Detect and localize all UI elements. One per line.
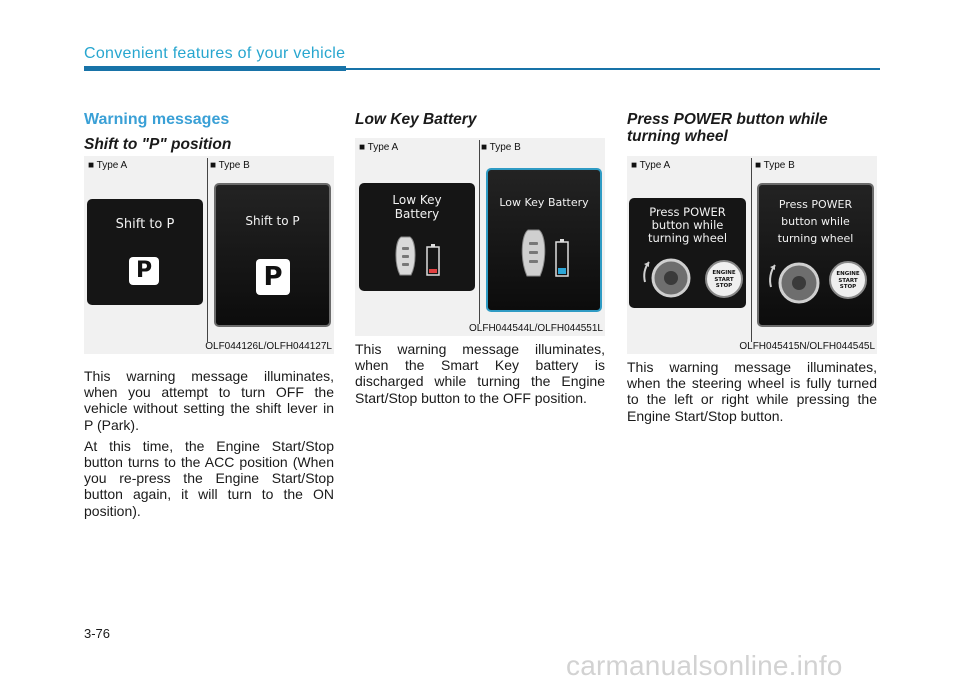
display-line: Low Key	[392, 193, 442, 207]
display-message	[759, 196, 872, 247]
item-title-press-power: Press POWER button while turning wheel	[627, 111, 828, 145]
engine-start-stop-button-icon	[705, 260, 743, 298]
display-type-a	[359, 183, 475, 291]
button-label: ENGINE	[836, 271, 860, 277]
figure-code: OLFH044544L/OLFH044551L	[469, 323, 603, 334]
paragraph: At this time, the Engine Start/Stop button turns to the ACC position (When you re-press the Engine Start/Stop button again, it will turn to the ON position).	[84, 437, 334, 519]
button-label: STOP	[715, 283, 733, 289]
display-type-a	[87, 199, 203, 305]
figure-code: OLFH045415N/OLFH044545L	[739, 341, 875, 352]
display-type-b	[214, 183, 331, 327]
display-type-a	[629, 198, 746, 308]
figure-divider	[207, 158, 208, 342]
figure-divider	[751, 158, 752, 342]
display-message: Shift to P	[245, 214, 300, 228]
display-line: Press POWER	[778, 198, 853, 211]
display-message: Shift to P	[115, 217, 175, 232]
steering-wheel-icon	[763, 257, 827, 307]
type-a-label: ■ Type A	[631, 160, 671, 171]
display-message	[629, 206, 746, 245]
display-type-b	[757, 183, 874, 327]
display-line: turning wheel	[647, 231, 728, 245]
figure-shift-to-p	[84, 156, 334, 354]
display-message	[359, 193, 475, 221]
figure-press-power	[627, 156, 877, 354]
figure-low-key-battery	[355, 138, 605, 336]
button-label: STOP	[839, 284, 857, 290]
display-line: turning wheel	[777, 232, 854, 245]
display-line: Press POWER	[649, 205, 726, 219]
display-line: button while	[781, 215, 850, 228]
type-b-label: ■ Type B	[210, 160, 250, 171]
engine-start-stop-button-icon	[829, 261, 867, 299]
item-title-low-key-battery: Low Key Battery	[355, 111, 477, 128]
type-a-label: ■ Type A	[359, 142, 399, 153]
item-title-shift-to-p: Shift to "P" position	[84, 136, 232, 153]
figure-code: OLF044126L/OLFH044127L	[205, 341, 332, 352]
body-shift-to-p	[84, 368, 334, 524]
chapter-bar	[84, 66, 346, 71]
button-label: ENGINE	[712, 270, 736, 276]
paragraph: This warning message illuminates, when the steering wheel is fully turned to the left or right while pressing the Engine Start/Stop button.	[627, 359, 877, 424]
steering-wheel-icon	[637, 254, 699, 300]
button-label: START	[838, 277, 858, 284]
smart-key-battery-icon	[516, 226, 576, 282]
display-message: Low Key Battery	[499, 196, 589, 209]
chapter-rule	[346, 68, 880, 70]
button-label: START	[714, 276, 734, 283]
park-icon: P	[256, 259, 290, 295]
type-a-label: ■ Type A	[88, 160, 128, 171]
body-low-key-battery	[355, 341, 605, 411]
smart-key-battery-icon	[391, 233, 451, 279]
watermark: carmanualsonline.info	[566, 650, 843, 681]
type-b-label: ■ Type B	[481, 142, 521, 153]
section-heading: Warning messages	[84, 111, 230, 128]
paragraph: This warning message illuminates, when you attempt to turn OFF the vehicle without setting the shift lever in P (Park).	[84, 368, 334, 433]
paragraph: This warning message illuminates, when the Smart Key battery is discharged while turning the Engine Start/Stop button to the OFF position.	[355, 341, 605, 406]
chapter-title: Convenient features of your vehicle	[84, 45, 346, 62]
display-type-b	[486, 168, 602, 312]
display-line: button while	[651, 218, 724, 232]
figure-divider	[479, 140, 480, 324]
type-b-label: ■ Type B	[755, 160, 795, 171]
display-line: Battery	[394, 207, 440, 221]
body-press-power	[627, 359, 877, 429]
page-number: 3-76	[84, 626, 111, 641]
park-icon: P	[129, 257, 159, 285]
